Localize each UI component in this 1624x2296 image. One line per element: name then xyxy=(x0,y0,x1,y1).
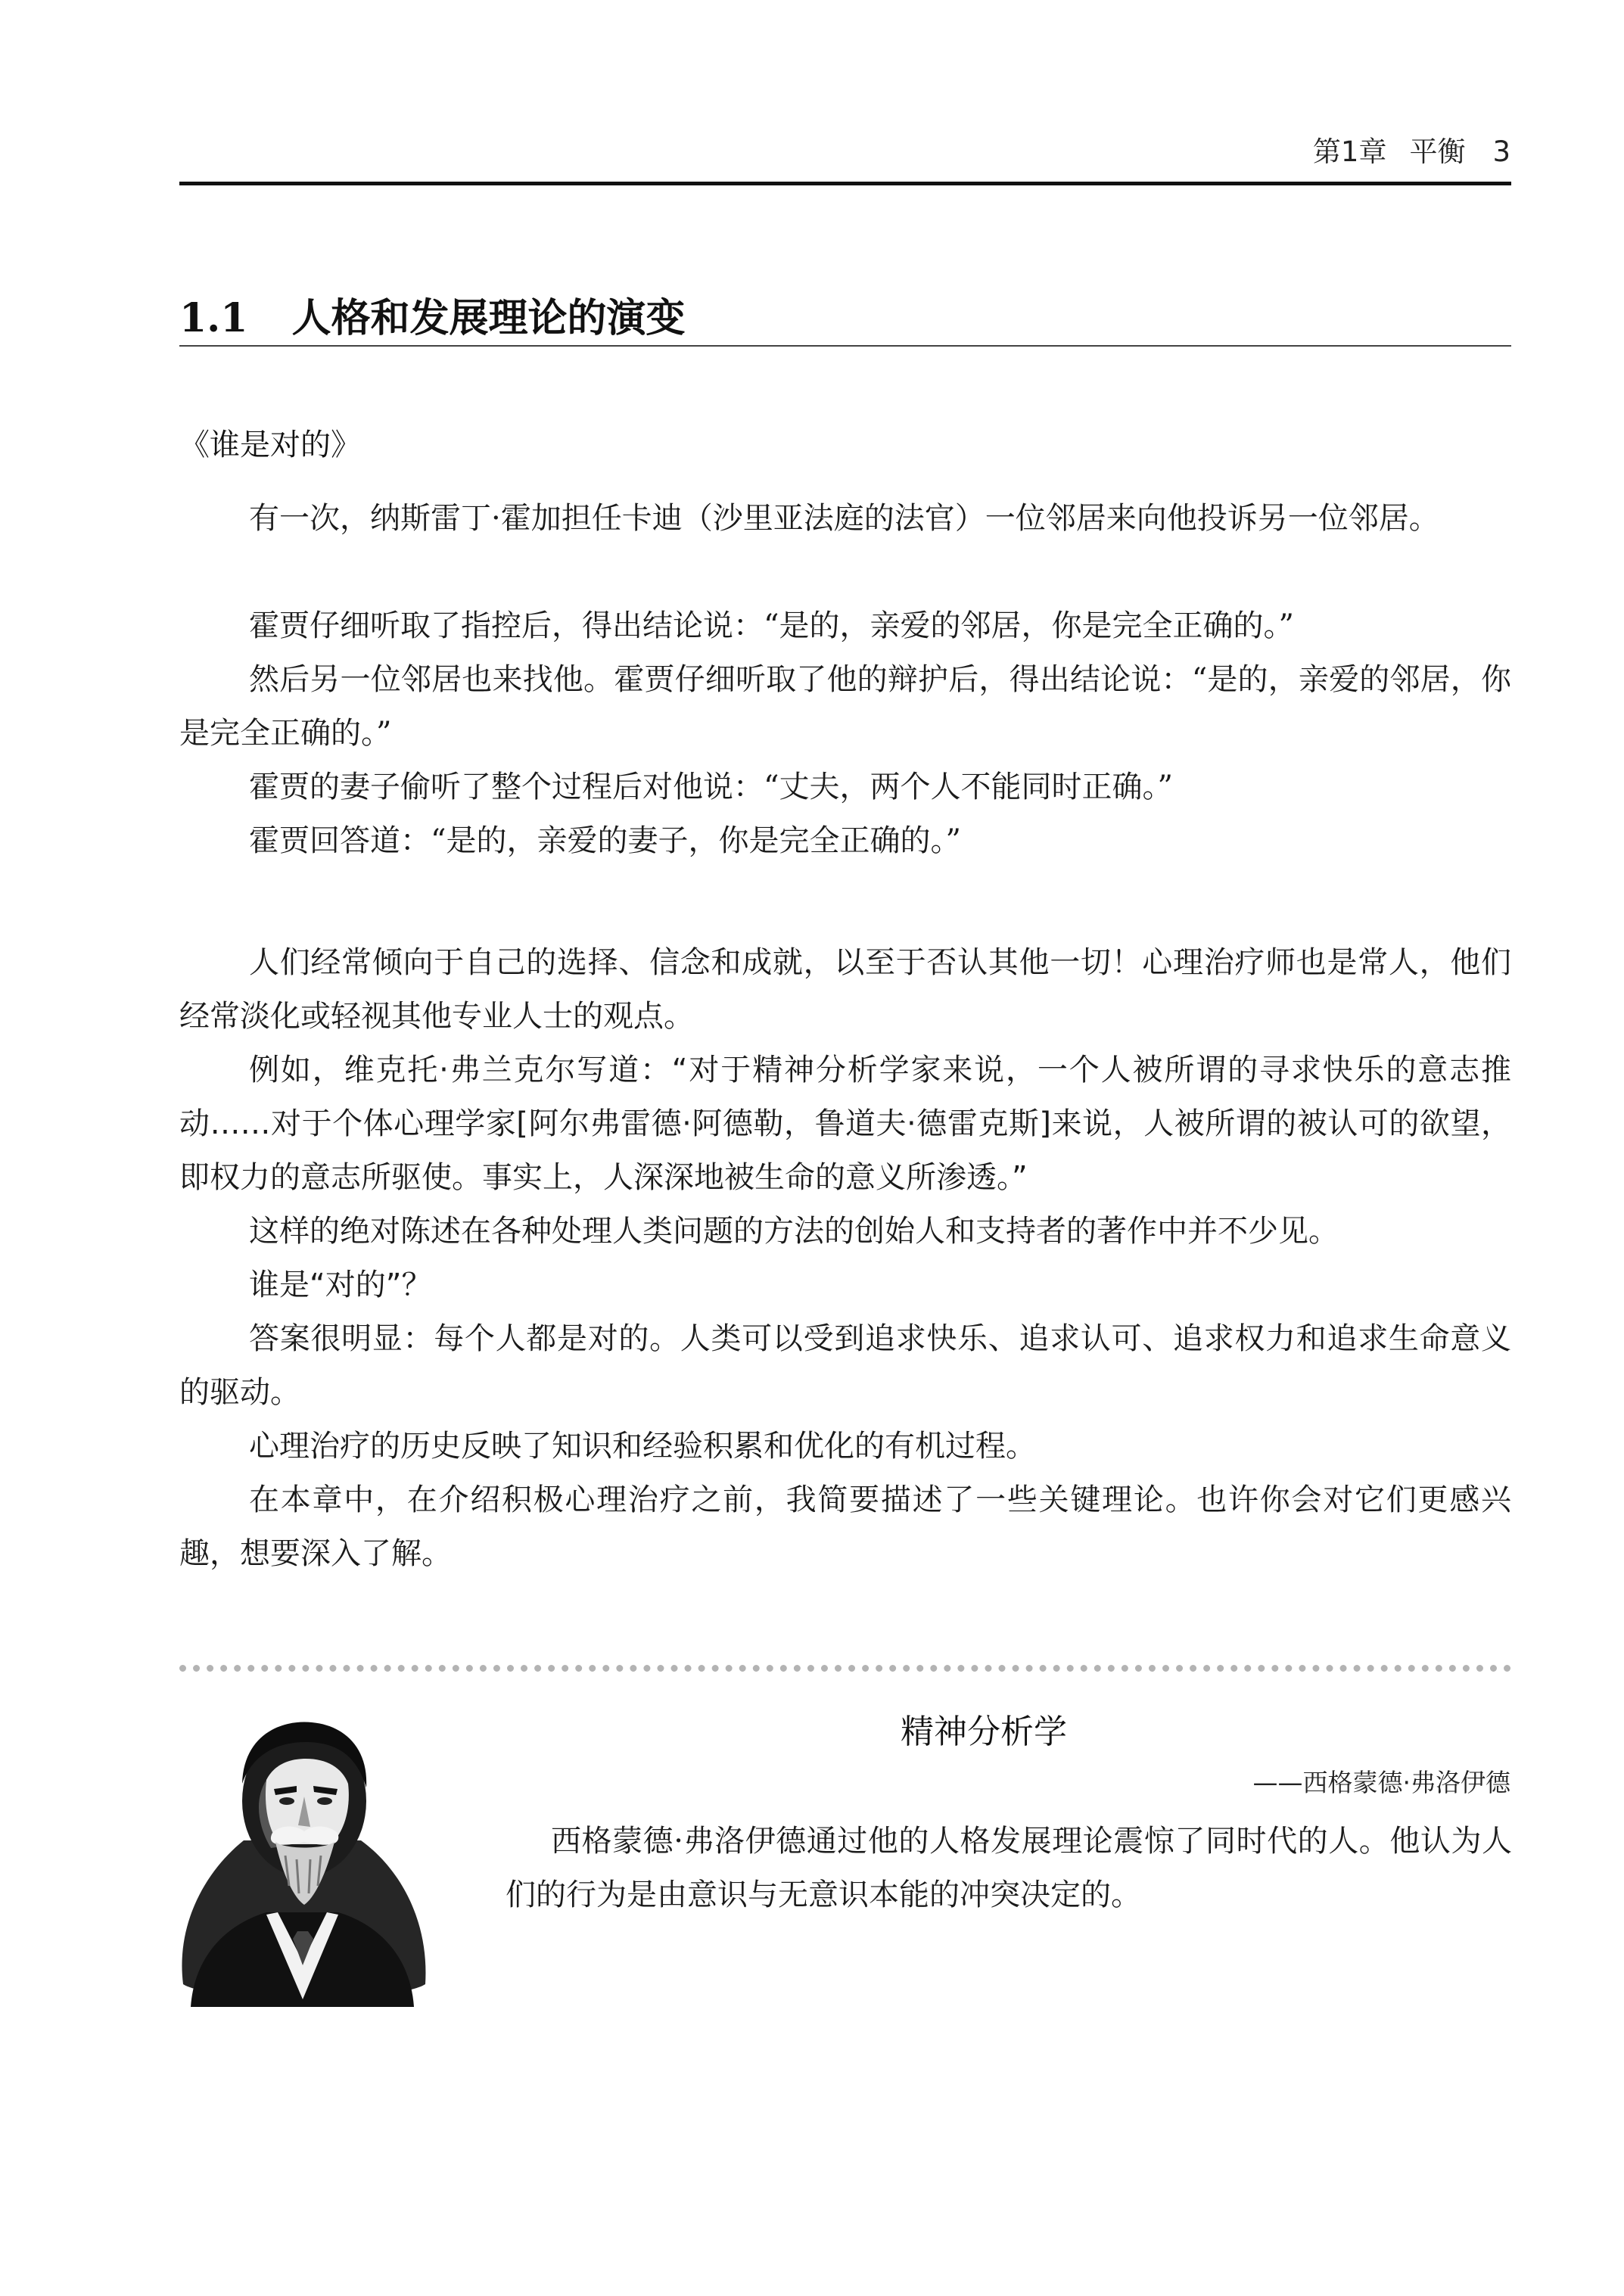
sidebar-title: 精神分析学 xyxy=(901,1713,1067,1751)
story-paragraph: 霍贾回答道：“是的，亲爱的妻子，你是完全正确的。” xyxy=(249,823,961,858)
body-paragraph: 例如，维克托·弗兰克尔写道：“对于精神分析学家来说，一个人被所谓的寻求快乐的意志推动……对于个体心理学家[阿尔弗雷德·阿德勒，鲁道夫·德雷克斯]来说，人被所谓的被认可的欲望，即权力的意志所驱使。事实上，人深深地被生命的意义所渗透。” xyxy=(179,1053,1511,1195)
body-paragraph: 谁是“对的”？ xyxy=(249,1268,432,1302)
section-number: 1.1 xyxy=(179,295,248,341)
story-title: 《谁是对的》 xyxy=(179,428,361,462)
body-paragraph: 心理治疗的历史反映了知识和经验积累和优化的有机过程。 xyxy=(249,1429,1036,1464)
body-paragraph: 答案很明显：每个人都是对的。人类可以受到追求快乐、追求认可、追求权力和追求生命意义的驱动。 xyxy=(179,1321,1511,1410)
chapter-title: 平衡 xyxy=(1409,135,1466,168)
section-heading xyxy=(179,286,685,343)
section-title: 人格和发展理论的演变 xyxy=(291,295,686,341)
header-rule xyxy=(179,182,1511,185)
story-paragraph: 然后另一位邻居也来找他。霍贾仔细听取了他的辩护后，得出结论说：“是的，亲爱的邻居，你是完全正确的。” xyxy=(179,662,1511,751)
running-header xyxy=(1313,129,1510,170)
story-paragraph: 有一次，纳斯雷丁·霍加担任卡迪（沙里亚法庭的法官）一位邻居来向他投诉另一位邻居。 xyxy=(249,501,1439,536)
body-paragraph: 人们经常倾向于自己的选择、信念和成就，以至于否认其他一切！心理治疗师也是常人，他们经常淡化或轻视其他专业人士的观点。 xyxy=(179,945,1511,1034)
story-paragraph: 霍贾仔细听取了指控后，得出结论说：“是的，亲爱的邻居，你是完全正确的。” xyxy=(249,608,1294,643)
sidebar-author: ——西格蒙德·弗洛伊德 xyxy=(1252,1768,1510,1797)
section-rule xyxy=(179,345,1511,347)
body-paragraph: 这样的绝对陈述在各种处理人类问题的方法的创始人和支持者的著作中并不少见。 xyxy=(249,1214,1339,1249)
portrait-engraving-icon xyxy=(176,1712,429,2009)
sidebar-text: 西格蒙德·弗洛伊德通过他的人格发展理论震惊了同时代的人。他认为人们的行为是由意识与无意识本能的冲突决定的。 xyxy=(506,1824,1512,1912)
story-paragraph: 霍贾的妻子偷听了整个过程后对他说：“丈夫，两个人不能同时正确。” xyxy=(249,770,1173,804)
chapter-label: 第1章 xyxy=(1312,135,1387,168)
page-number: 3 xyxy=(1492,135,1510,168)
body-paragraph: 在本章中，在介绍积极心理治疗之前，我简要描述了一些关键理论。也许你会对它们更感兴趣，想要深入了解。 xyxy=(179,1482,1511,1571)
sidebar-divider xyxy=(179,1665,1511,1672)
